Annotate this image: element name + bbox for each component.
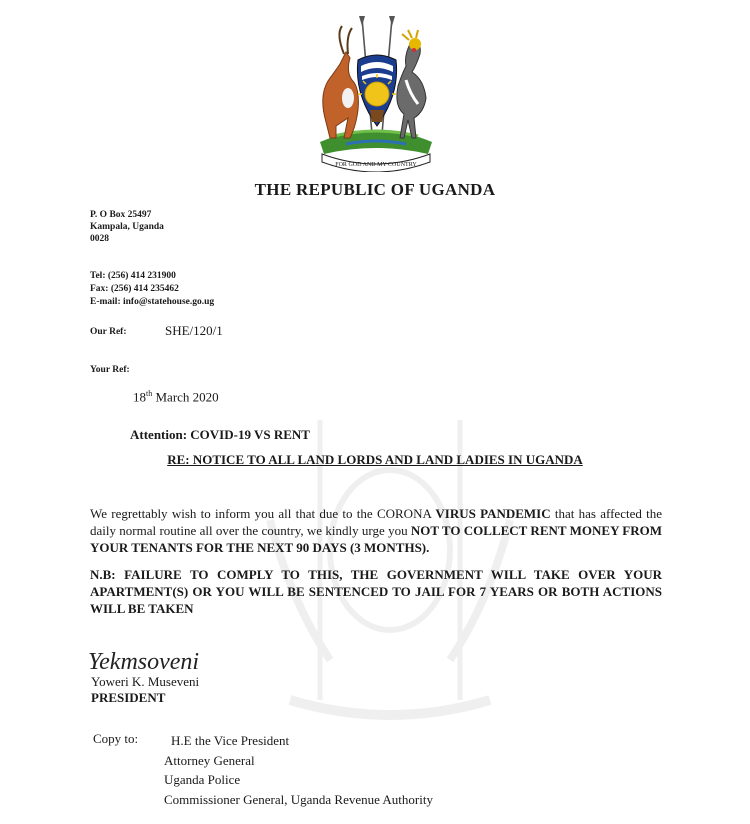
- address-line-3: 0028: [90, 234, 109, 244]
- list-item: Uganda Police: [164, 772, 241, 787]
- attention-line: Attention: COVID-19 VS RENT: [130, 427, 310, 442]
- signatory-name: Yoweri K. Museveni: [91, 674, 200, 689]
- crest-motto: FOR GOD AND MY COUNTRY: [335, 162, 417, 168]
- list-item: Attorney General: [164, 752, 255, 768]
- list-item: Commissioner General, Uganda Revenue Authority: [164, 791, 433, 807]
- our-ref-value: SHE/120/1: [165, 323, 223, 338]
- address-line-2: Kampala, Uganda: [90, 222, 164, 232]
- page-title: THE REPUBLIC OF UGANDA: [254, 180, 496, 199]
- contact-tel: Tel: (256) 414 231900: [90, 271, 176, 281]
- your-ref-label: Your Ref:: [90, 365, 130, 375]
- uganda-coat-of-arms-icon: [306, 14, 446, 172]
- copy-recipients: [164, 731, 433, 809]
- body-paragraph-2: N.B: FAILURE TO COMPLY TO THIS, THE GOVERNMENT WILL TAKE OVER YOUR APARTMENT(S) OR YOU WILL BE SENTENCED TO JAIL FOR 7 YEARS OR BOTH ACTIONS WILL BE TAKEN: [90, 567, 662, 616]
- copy-to-label: Copy to:: [93, 731, 139, 746]
- body-paragraph-1: We regrettably wish to inform you all that due to the CORONA VIRUS PANDEMIC that has affected the daily normal routine all over the country, we kindly urge you NOT TO COLLECT RENT MONEY FROM YOUR TENANTS FOR THE NEXT 90 DAYS (3 MONTHS).: [90, 506, 662, 555]
- signature-text: Yekmsoveni: [88, 649, 200, 675]
- contact-email: E-mail: info@statehouse.go.ug: [90, 297, 215, 307]
- letter-date: 18th March 2020: [133, 389, 219, 405]
- signatory-title: PRESIDENT: [91, 690, 166, 705]
- contact-fax: Fax: (256) 414 235462: [90, 284, 179, 294]
- watermark-crest-icon: [250, 400, 530, 730]
- address-line-1: P. O Box 25497: [90, 210, 152, 220]
- our-ref-label: Our Ref:: [90, 327, 127, 337]
- subject-line: RE: NOTICE TO ALL LAND LORDS AND LAND LADIES IN UGANDA: [167, 452, 583, 467]
- list-item: H.E the Vice President: [171, 733, 290, 748]
